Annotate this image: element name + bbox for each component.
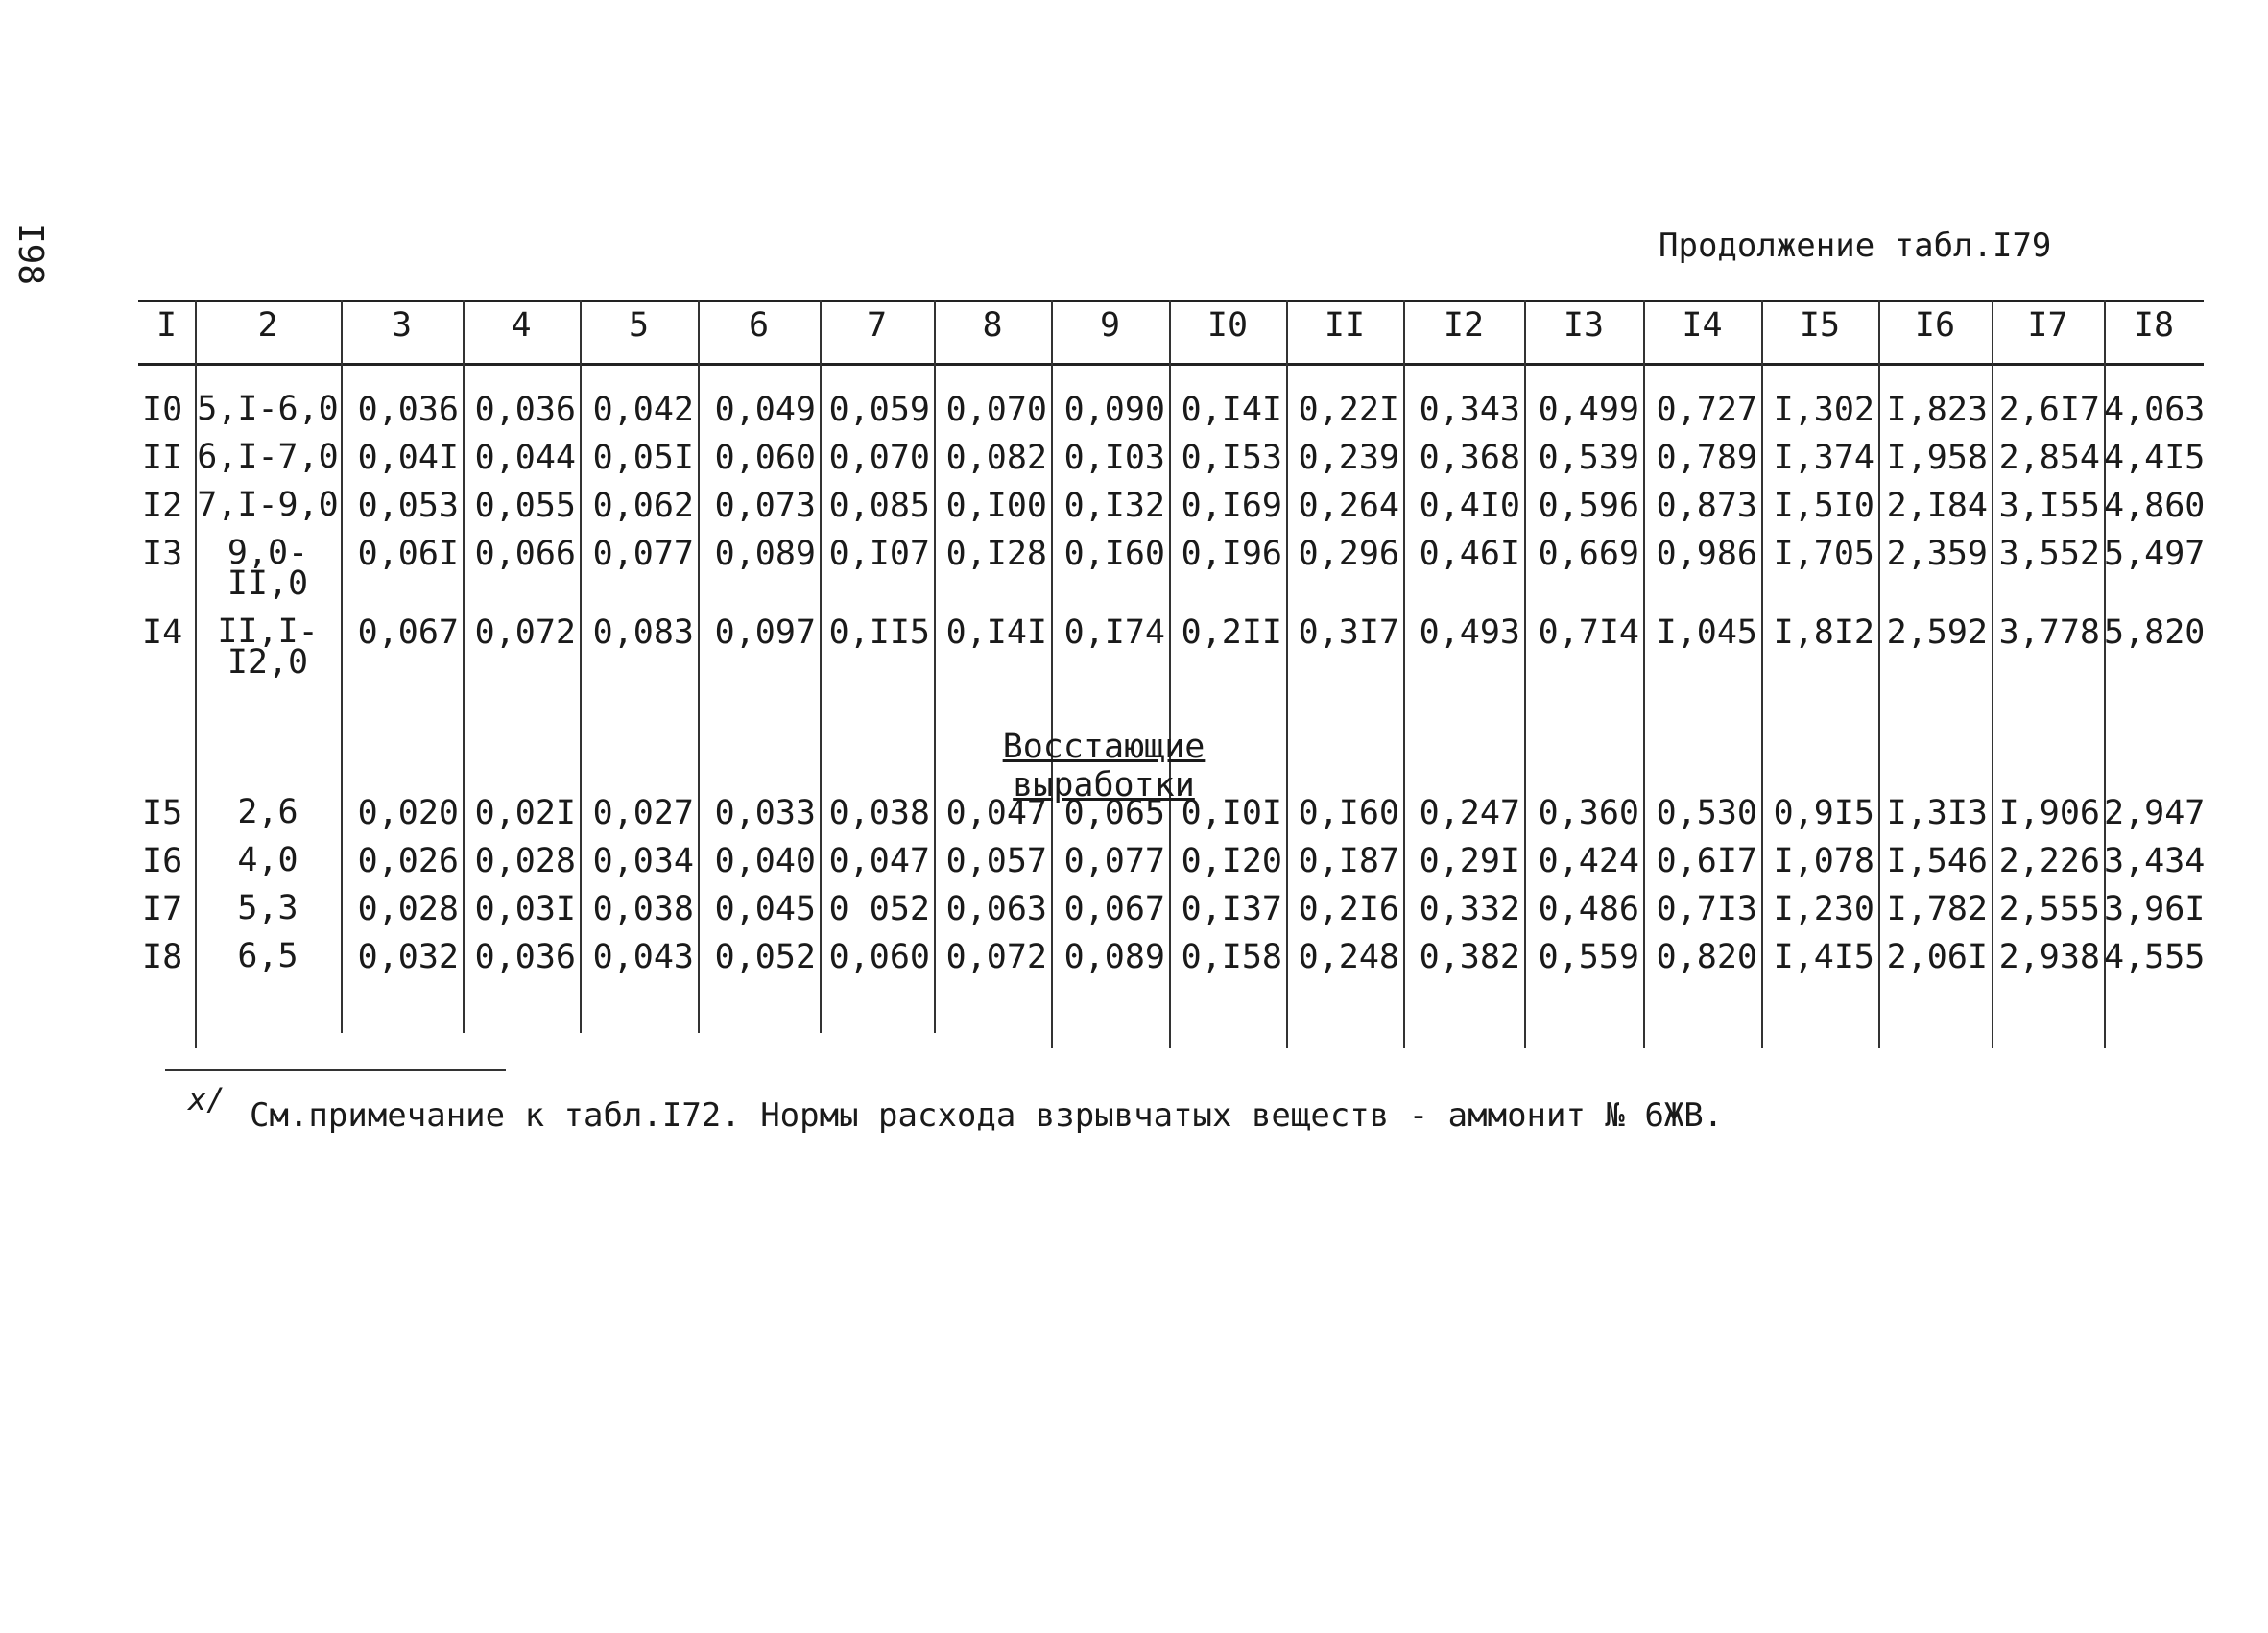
header-cell: I4 [1682, 306, 1723, 345]
table-cell: I,958 [1886, 439, 1988, 477]
table-cell: 0,424 [1538, 842, 1639, 880]
table-cell: 0,I60 [1063, 535, 1165, 573]
table-cell: 0,020 [357, 794, 459, 832]
table-cell: 0,02I [474, 794, 576, 832]
row-number: II [142, 439, 183, 477]
table-cell: 0,077 [1063, 842, 1165, 880]
table-cell: 3,778 [1998, 613, 2100, 652]
header-bottom-rule [138, 363, 2204, 366]
table-cell: 0,46I [1419, 535, 1520, 573]
table-cell: 0,I00 [945, 487, 1047, 525]
table-cell: 0,073 [714, 487, 816, 525]
row-range: 5,3 [237, 889, 298, 927]
table-cell: 0,493 [1419, 613, 1520, 652]
table-cell: 0,248 [1298, 938, 1399, 976]
table-cell: 0,I4I [945, 613, 1047, 652]
table-cell: 0,072 [474, 613, 576, 652]
table-top-rule [138, 300, 2204, 302]
table-cell: 0,I74 [1063, 613, 1165, 652]
table-cell: 0,2II [1181, 613, 1282, 652]
header-cell: 8 [982, 306, 1003, 345]
table-cell: 2,6I7 [1998, 391, 2100, 429]
table-cell: 0,070 [828, 439, 930, 477]
header-cell: I5 [1799, 306, 1841, 345]
table-cell: 0,I58 [1181, 938, 1282, 976]
table-cell: 0,027 [592, 794, 694, 832]
table-cell: I,546 [1886, 842, 1988, 880]
table-cell: 2,359 [1886, 535, 1988, 573]
table-cell: 0,053 [357, 487, 459, 525]
row-range: 9,0- II,0 [227, 534, 309, 603]
table-cell: 5,497 [2104, 535, 2206, 573]
table-cell: I,705 [1773, 535, 1874, 573]
table-cell: 0,I96 [1181, 535, 1282, 573]
table-cell: 0,077 [592, 535, 694, 573]
table-cell: 0,05I [592, 439, 694, 477]
table-cell: 0,247 [1419, 794, 1520, 832]
table-cell: 0,2I6 [1298, 890, 1399, 928]
table-cell: 0,I28 [945, 535, 1047, 573]
table-cell: 0,I20 [1181, 842, 1282, 880]
table-cell: 4,063 [2104, 391, 2206, 429]
header-cell: 7 [866, 306, 888, 345]
table-cell: I,302 [1773, 391, 1874, 429]
table-cell: 0,368 [1419, 439, 1520, 477]
header-cell: 4 [511, 306, 532, 345]
row-range: II,I- I2,0 [217, 612, 319, 682]
table-cell: I,782 [1886, 890, 1988, 928]
table-cell: 0,II5 [828, 613, 930, 652]
table-cell: 0,085 [828, 487, 930, 525]
table-cell: 0,052 [714, 938, 816, 976]
table-cell: 0,067 [357, 613, 459, 652]
table-cell: 2,06I [1886, 938, 1988, 976]
table-cell: 0,036 [474, 391, 576, 429]
table-cell: 0,036 [474, 938, 576, 976]
row-range: 6,5 [237, 937, 298, 975]
table-cell: 0,083 [592, 613, 694, 652]
table-cell: 0,4I0 [1419, 487, 1520, 525]
header-cell: 6 [748, 306, 770, 345]
table-cell: 0,049 [714, 391, 816, 429]
table-cell: 0,727 [1656, 391, 1757, 429]
row-range: 2,6 [237, 793, 298, 831]
table-cell: 0,044 [474, 439, 576, 477]
table-cell: 3,552 [1998, 535, 2100, 573]
table-cell: 0,070 [945, 391, 1047, 429]
table-cell: 0,062 [592, 487, 694, 525]
table-cell: 0,043 [592, 938, 694, 976]
header-cell: I0 [1206, 306, 1249, 345]
table-cell: 0,3I7 [1298, 613, 1399, 652]
table-cell: 0,873 [1656, 487, 1757, 525]
table-cell: 0,026 [357, 842, 459, 880]
header-cell: I8 [2133, 306, 2175, 345]
table-cell: 0,060 [714, 439, 816, 477]
table-cell: 0,065 [1063, 794, 1165, 832]
footnote-divider [165, 1069, 506, 1071]
table-cell: 0,036 [357, 391, 459, 429]
table-cell: 2,592 [1886, 613, 1988, 652]
table-cell: 0,090 [1063, 391, 1165, 429]
table-cell: 2,I84 [1886, 487, 1988, 525]
table-cell: 4,4I5 [2104, 439, 2206, 477]
table-cell: 0,I37 [1181, 890, 1282, 928]
row-number: I8 [142, 938, 183, 976]
table-cell: 3,96I [2104, 890, 2206, 928]
table-cell: 0,060 [828, 938, 930, 976]
table-cell: 4,860 [2104, 487, 2206, 525]
table-cell: 0,360 [1538, 794, 1639, 832]
row-number: I6 [142, 842, 183, 880]
table-cell: 0,047 [828, 842, 930, 880]
row-number: I3 [142, 535, 183, 573]
table-cell: 0,I4I [1181, 391, 1282, 429]
table-cell: 0,29I [1419, 842, 1520, 880]
table-cell: 0 052 [828, 890, 930, 928]
table-cell: 0,032 [357, 938, 459, 976]
table-cell: 0,I60 [1298, 794, 1399, 832]
table-cell: 4,555 [2104, 938, 2206, 976]
row-number: I0 [142, 391, 183, 429]
table-cell: 2,226 [1998, 842, 2100, 880]
row-number: I4 [142, 613, 183, 652]
header-cell: I6 [1914, 306, 1956, 345]
row-number: I2 [142, 487, 183, 525]
table-cell: 0,530 [1656, 794, 1757, 832]
table-cell: I,4I5 [1773, 938, 1874, 976]
table-cell: 0,038 [828, 794, 930, 832]
table-cell: 0,539 [1538, 439, 1639, 477]
table-cell: I,045 [1656, 613, 1757, 652]
table-cell: 0,I69 [1181, 487, 1282, 525]
footnote-text: См.примечание к табл.I72. Нормы расхода взрывчатых веществ - аммонит № 6ЖВ. [250, 1096, 1724, 1135]
table-cell: 5,820 [2104, 613, 2206, 652]
table-cell: 0,038 [592, 890, 694, 928]
table-cell: I,8I2 [1773, 613, 1874, 652]
row-range: 7,I-9,0 [197, 486, 339, 524]
table-cell: 0,596 [1538, 487, 1639, 525]
table-cell: 0,9I5 [1773, 794, 1874, 832]
table-cell: I,906 [1998, 794, 2100, 832]
table-cell: 0,343 [1419, 391, 1520, 429]
header-cell: 3 [391, 306, 413, 345]
header-cell: 9 [1099, 306, 1121, 345]
table-cell: 0,6I7 [1656, 842, 1757, 880]
table-cell: 0,7I4 [1538, 613, 1639, 652]
table-cell: 2,854 [1998, 439, 2100, 477]
table-cell: 0,06I [357, 535, 459, 573]
footnote-mark: x/ [188, 1081, 226, 1117]
table-cell: 0,I87 [1298, 842, 1399, 880]
table-cell: 0,I03 [1063, 439, 1165, 477]
table-cell: I,823 [1886, 391, 1988, 429]
table-cell: I,230 [1773, 890, 1874, 928]
table-cell: 0,057 [945, 842, 1047, 880]
table-cell: 0,045 [714, 890, 816, 928]
table-cell: 0,22I [1298, 391, 1399, 429]
table-cell: I,374 [1773, 439, 1874, 477]
table-cell: 0,072 [945, 938, 1047, 976]
table-cell: 0,239 [1298, 439, 1399, 477]
table-cell: 0,04I [357, 439, 459, 477]
section-title: Восстающие выработки [1002, 728, 1206, 804]
header-cell: I [155, 306, 178, 345]
table-cell: 2,947 [2104, 794, 2206, 832]
table-cell: 0,097 [714, 613, 816, 652]
table-cell: 0,040 [714, 842, 816, 880]
table-cell: 0,059 [828, 391, 930, 429]
table-caption: Продолжение табл.I79 [1659, 227, 2052, 265]
header-cell: 5 [628, 306, 650, 345]
row-range: 5,I-6,0 [197, 390, 339, 428]
table-cell: 0,332 [1419, 890, 1520, 928]
row-number: I5 [142, 794, 183, 832]
table-cell: 2,555 [1998, 890, 2100, 928]
table-cell: 0,296 [1298, 535, 1399, 573]
table-cell: 0,486 [1538, 890, 1639, 928]
table-cell: 0,789 [1656, 439, 1757, 477]
table-cell: 0,I32 [1063, 487, 1165, 525]
table-cell: 0,028 [474, 842, 576, 880]
header-cell: I7 [2027, 306, 2068, 345]
table-cell: 2,938 [1998, 938, 2100, 976]
table-cell: 0,033 [714, 794, 816, 832]
table-cell: 3,434 [2104, 842, 2206, 880]
header-cell: 2 [257, 306, 278, 345]
table-cell: 0,I07 [828, 535, 930, 573]
table-cell: I,5I0 [1773, 487, 1874, 525]
table-cell: 0,089 [1063, 938, 1165, 976]
table-cell: I,3I3 [1886, 794, 1988, 832]
table-cell: 3,I55 [1998, 487, 2100, 525]
table-cell: I,078 [1773, 842, 1874, 880]
table-cell: 0,042 [592, 391, 694, 429]
table-cell: 0,03I [474, 890, 576, 928]
table-cell: 0,669 [1538, 535, 1639, 573]
table-cell: 0,034 [592, 842, 694, 880]
table-cell: 0,820 [1656, 938, 1757, 976]
table-cell: 0,066 [474, 535, 576, 573]
table-cell: 0,559 [1538, 938, 1639, 976]
header-cell: II [1324, 306, 1366, 345]
table-cell: 0,986 [1656, 535, 1757, 573]
table-cell: 0,499 [1538, 391, 1639, 429]
row-range: 6,I-7,0 [197, 438, 339, 476]
page-number: I98 [11, 223, 50, 286]
table-cell: 0,082 [945, 439, 1047, 477]
table-cell: 0,063 [945, 890, 1047, 928]
table-cell: 0,047 [945, 794, 1047, 832]
table-cell: 0,I53 [1181, 439, 1282, 477]
table-cell: 0,028 [357, 890, 459, 928]
header-cell: I2 [1443, 306, 1485, 345]
row-range: 4,0 [237, 841, 298, 879]
table-cell: 0,089 [714, 535, 816, 573]
table-cell: 0,067 [1063, 890, 1165, 928]
table-cell: 0,382 [1419, 938, 1520, 976]
table-cell: 0,7I3 [1656, 890, 1757, 928]
header-cell: I3 [1563, 306, 1605, 345]
table-cell: 0,264 [1298, 487, 1399, 525]
table-cell: 0,I0I [1181, 794, 1282, 832]
table-cell: 0,055 [474, 487, 576, 525]
row-number: I7 [142, 890, 183, 928]
